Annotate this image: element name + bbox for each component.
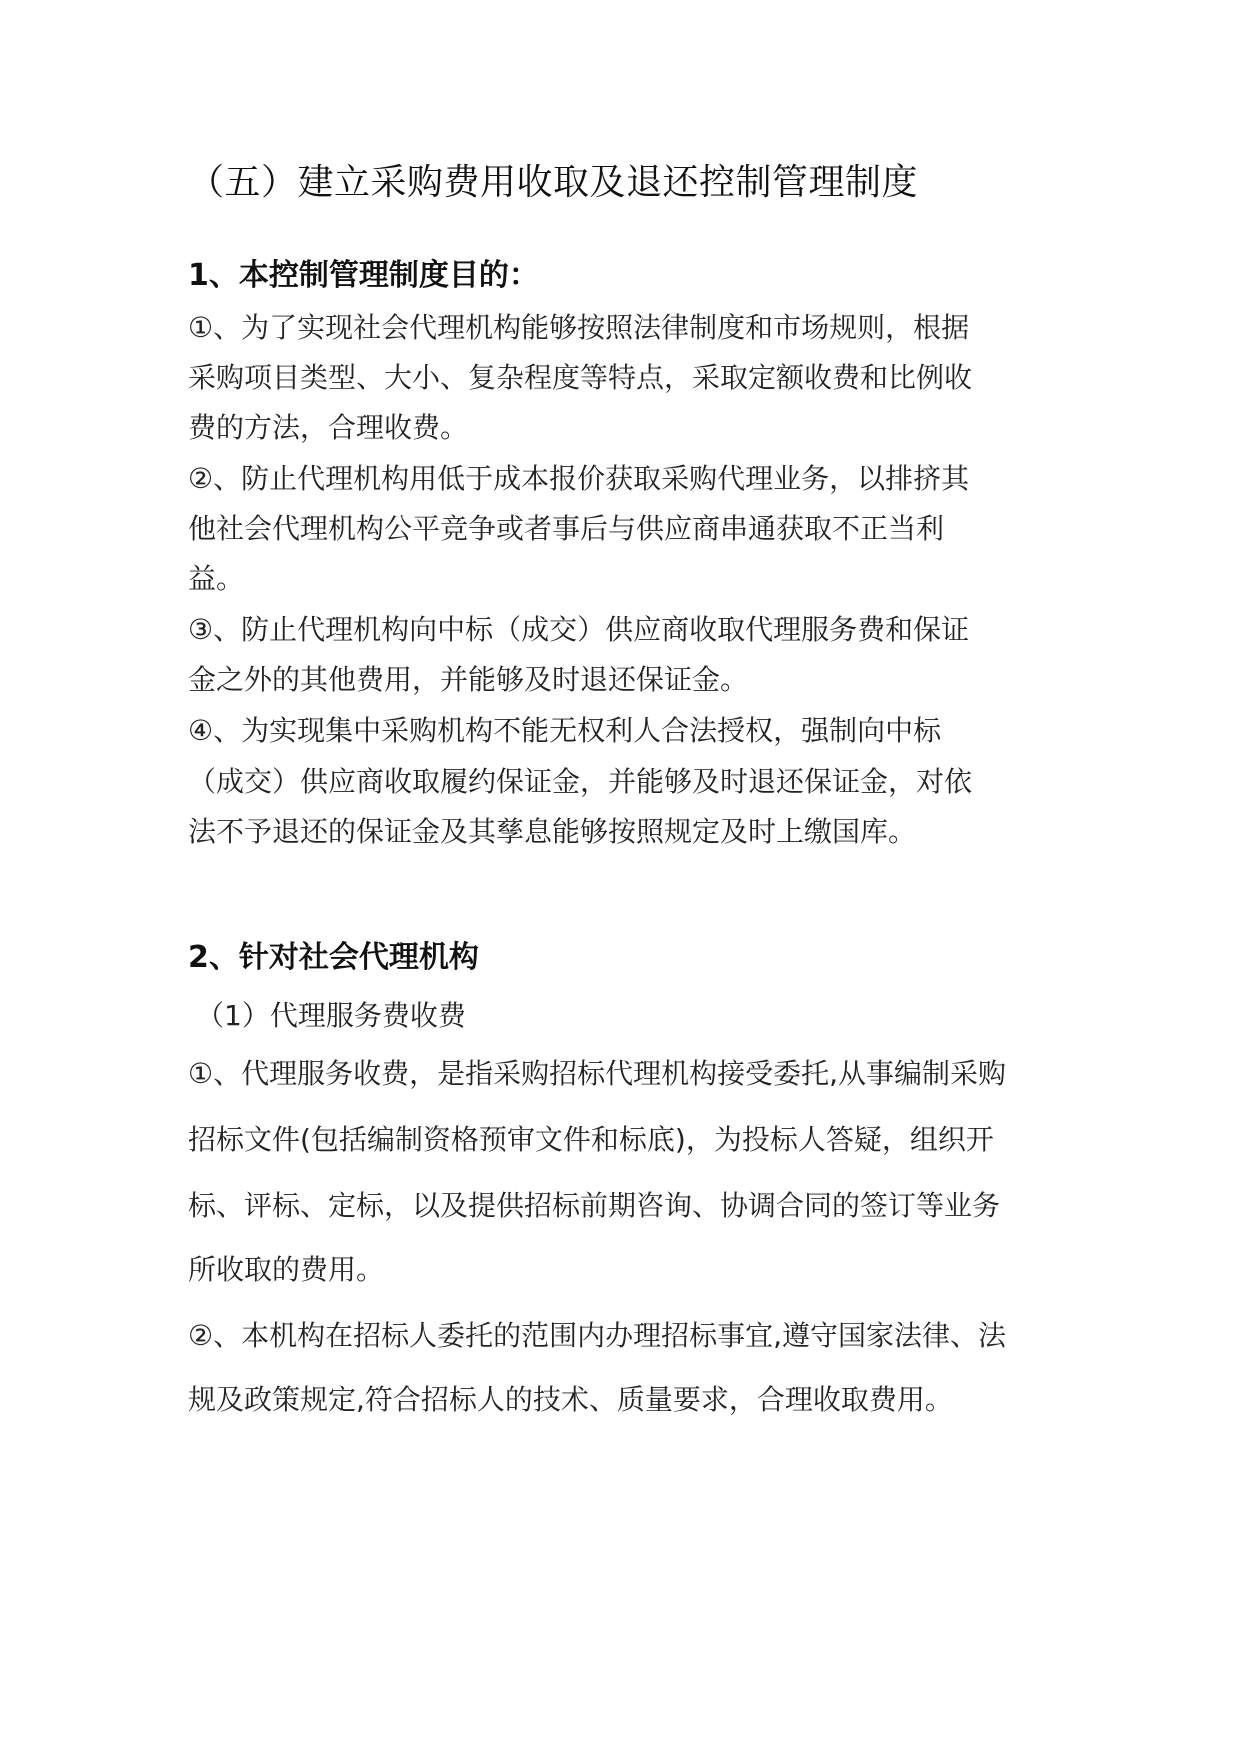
section-2-line-4: 所收取的费用。 (188, 1253, 385, 1286)
section-2-line-6: 规及政策规定,符合招标人的技术、质量要求，合理收取费用。 (188, 1383, 953, 1416)
section-1-line-3: 费的方法，合理收费。 (188, 411, 469, 444)
document-title: （五）建立采购费用收取及退还控制管理制度 (188, 162, 919, 203)
section-1-line-11: 法不予退还的保证金及其孳息能够按照规定及时上缴国库。 (188, 815, 917, 848)
section-1-line-8: 金之外的其他费用，并能够及时退还保证金。 (188, 663, 749, 696)
section-2-heading: 2、针对社会代理机构 (188, 940, 479, 975)
section-1-heading: 1、本控制管理制度目的： (188, 258, 539, 293)
section-1-line-6: 益。 (188, 562, 245, 595)
section-1-line-2: 采购项目类型、大小、复杂程度等特点，采取定额收费和比例收 (188, 361, 973, 394)
section-1-line-4: ②、防止代理机构用低于成本报价获取采购代理业务，以排挤其 (188, 462, 970, 495)
section-2-line-2: 招标文件(包括编制资格预审文件和标底)，为投标人答疑，组织开 (188, 1123, 994, 1156)
section-2-subheading: （1）代理服务费收费 (196, 999, 466, 1032)
section-2-line-5: ②、本机构在招标人委托的范围内办理招标事宜,遵守国家法律、法 (188, 1319, 1007, 1352)
section-1-line-5: 他社会代理机构公平竞争或者事后与供应商串通获取不正当利 (188, 512, 945, 545)
section-2-line-3: 标、评标、定标，以及提供招标前期咨询、协调合同的签订等业务 (188, 1189, 1001, 1222)
section-1-line-9: ④、为实现集中采购机构不能无权利人合法授权，强制向中标 (188, 714, 942, 747)
section-1-line-1: ①、为了实现社会代理机构能够按照法律制度和市场规则，根据 (188, 311, 970, 344)
section-1-line-7: ③、防止代理机构向中标（成交）供应商收取代理服务费和保证 (188, 613, 970, 646)
section-1-line-10: （成交）供应商收取履约保证金，并能够及时退还保证金，对依 (188, 765, 973, 798)
section-2-line-1: ①、代理服务收费，是指采购招标代理机构接受委托,从事编制采购 (188, 1057, 1007, 1090)
